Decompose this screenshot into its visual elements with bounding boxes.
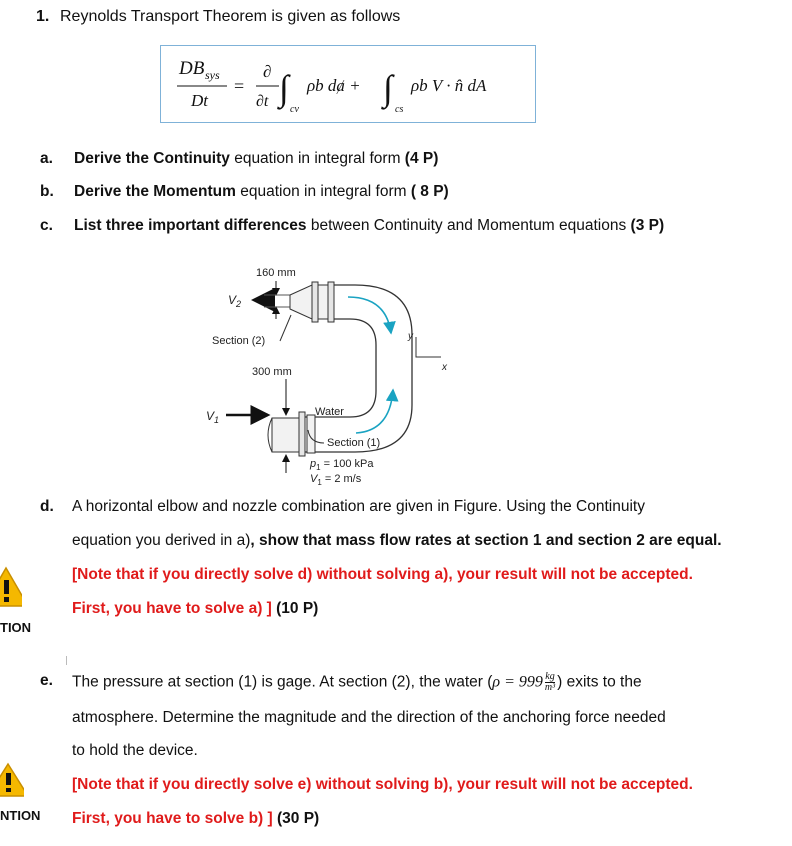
item-d-note-2-red: First, you have to solve a) ] [72,600,272,617]
rtt-equation [161,46,535,122]
warning-icon [0,762,24,798]
eq-lhs-den: Dt [191,91,208,110]
item-a-points: (4 P) [404,150,439,167]
warning-sign-2 [0,762,24,803]
item-b-text: equation in integral form [235,183,411,200]
dim-160-label: 160 mm [256,267,296,279]
density-unit-fraction [545,672,555,693]
item-d-label: d. [40,498,54,515]
water-label: Water [315,406,344,418]
eq-lhs-num: DB [179,58,205,79]
question-title [36,8,400,26]
dim-300-label: 300 mm [252,366,292,378]
unit-denominator: m³ [544,682,556,693]
rho-value: ρ = 999 [492,673,543,691]
item-c-text: between Continuity and Momentum equations [306,217,631,234]
v1-label: $V_1$ [206,409,220,425]
item-d-text-2-bold: , show that mass flow rates at section 1 and section 2 are equal. [250,532,722,549]
item-a-label: a. [40,150,53,167]
eq-integrand-1: ρb dⱥ + [307,76,361,95]
eq-partial: ∂ [263,62,272,81]
item-d-points: (10 P) [271,600,319,617]
item-b-bold: Derive the Momentum [74,183,236,200]
item-e-points: (30 P) [272,810,320,827]
equation-box [160,45,536,123]
item-b-points: ( 8 P) [410,183,449,200]
elbow-nozzle-figure [190,255,470,490]
item-e-text-2: atmosphere. Determine the magnitude and the direction of the anchoring force needed [72,709,666,726]
eq-partial-den: ∂t [256,93,269,110]
item-d-note-1: [Note that if you directly solve d) without solving a), your result will not be accepted. [72,566,693,583]
eq-cs: cs [395,104,404,115]
integral-sign-1: ∫ [279,68,289,108]
warning-icon [0,566,22,608]
divider-tick [66,656,67,665]
integral-sign-2: ∫ [383,68,393,108]
warning-text-1: TION [0,620,32,635]
item-d-note-2 [72,600,318,618]
item-d-line2 [72,532,722,550]
item-c-points: (3 P) [630,217,665,234]
eq-equals: = [234,76,245,96]
section2-label: Section (2) [212,335,266,347]
v1-value-label: $V_1 = 2$ m/s [310,473,362,487]
warning-text-2: NTION [0,808,41,823]
item-a-bold: Derive the Continuity [74,150,230,167]
question-title-text: Reynolds Transport Theorem is given as follows [60,8,401,25]
item-c-bold: List three important differences [74,217,307,234]
v2-label: $V_2$ [228,293,242,309]
x-axis-label: x [442,362,447,373]
item-e-note-1: [Note that if you directly solve e) without solving b), your result will not be accepted. [72,776,693,793]
item-e-text-1a: The pressure at section (1) is gage. At section (2), the water ( [72,673,493,691]
section1-label: Section (1) [327,437,381,449]
warning-sign-1 [0,566,22,613]
xy-axes [416,337,441,357]
question-number: 1. [36,8,50,25]
item-b-label: b. [40,183,54,200]
y-axis-label: y [408,331,413,342]
item-e-label: e. [40,672,53,689]
item-d-text-2: equation you derived in a) [72,532,251,549]
item-c-label: c. [40,217,53,234]
p1-label: $p_1 = 100$ kPa [310,458,374,472]
item-a-text: equation in integral form [229,150,405,167]
eq-integrand-2: ρb V · n̂ dA [411,76,487,95]
eq-lhs-sub: sys [205,68,220,82]
item-e-text-3: to hold the device. [72,742,198,759]
item-e-note-2-red: First, you have to solve b) ] [72,810,273,827]
item-e-text-1b: ) exits to the [557,673,642,691]
item-d-text-1: A horizontal elbow and nozzle combination are given in Figure. Using the Continuity [72,498,645,515]
item-e-note-2 [72,810,319,828]
eq-cv: cv [290,104,299,115]
unit-numerator: kg [545,671,555,682]
nozzle [290,285,312,319]
